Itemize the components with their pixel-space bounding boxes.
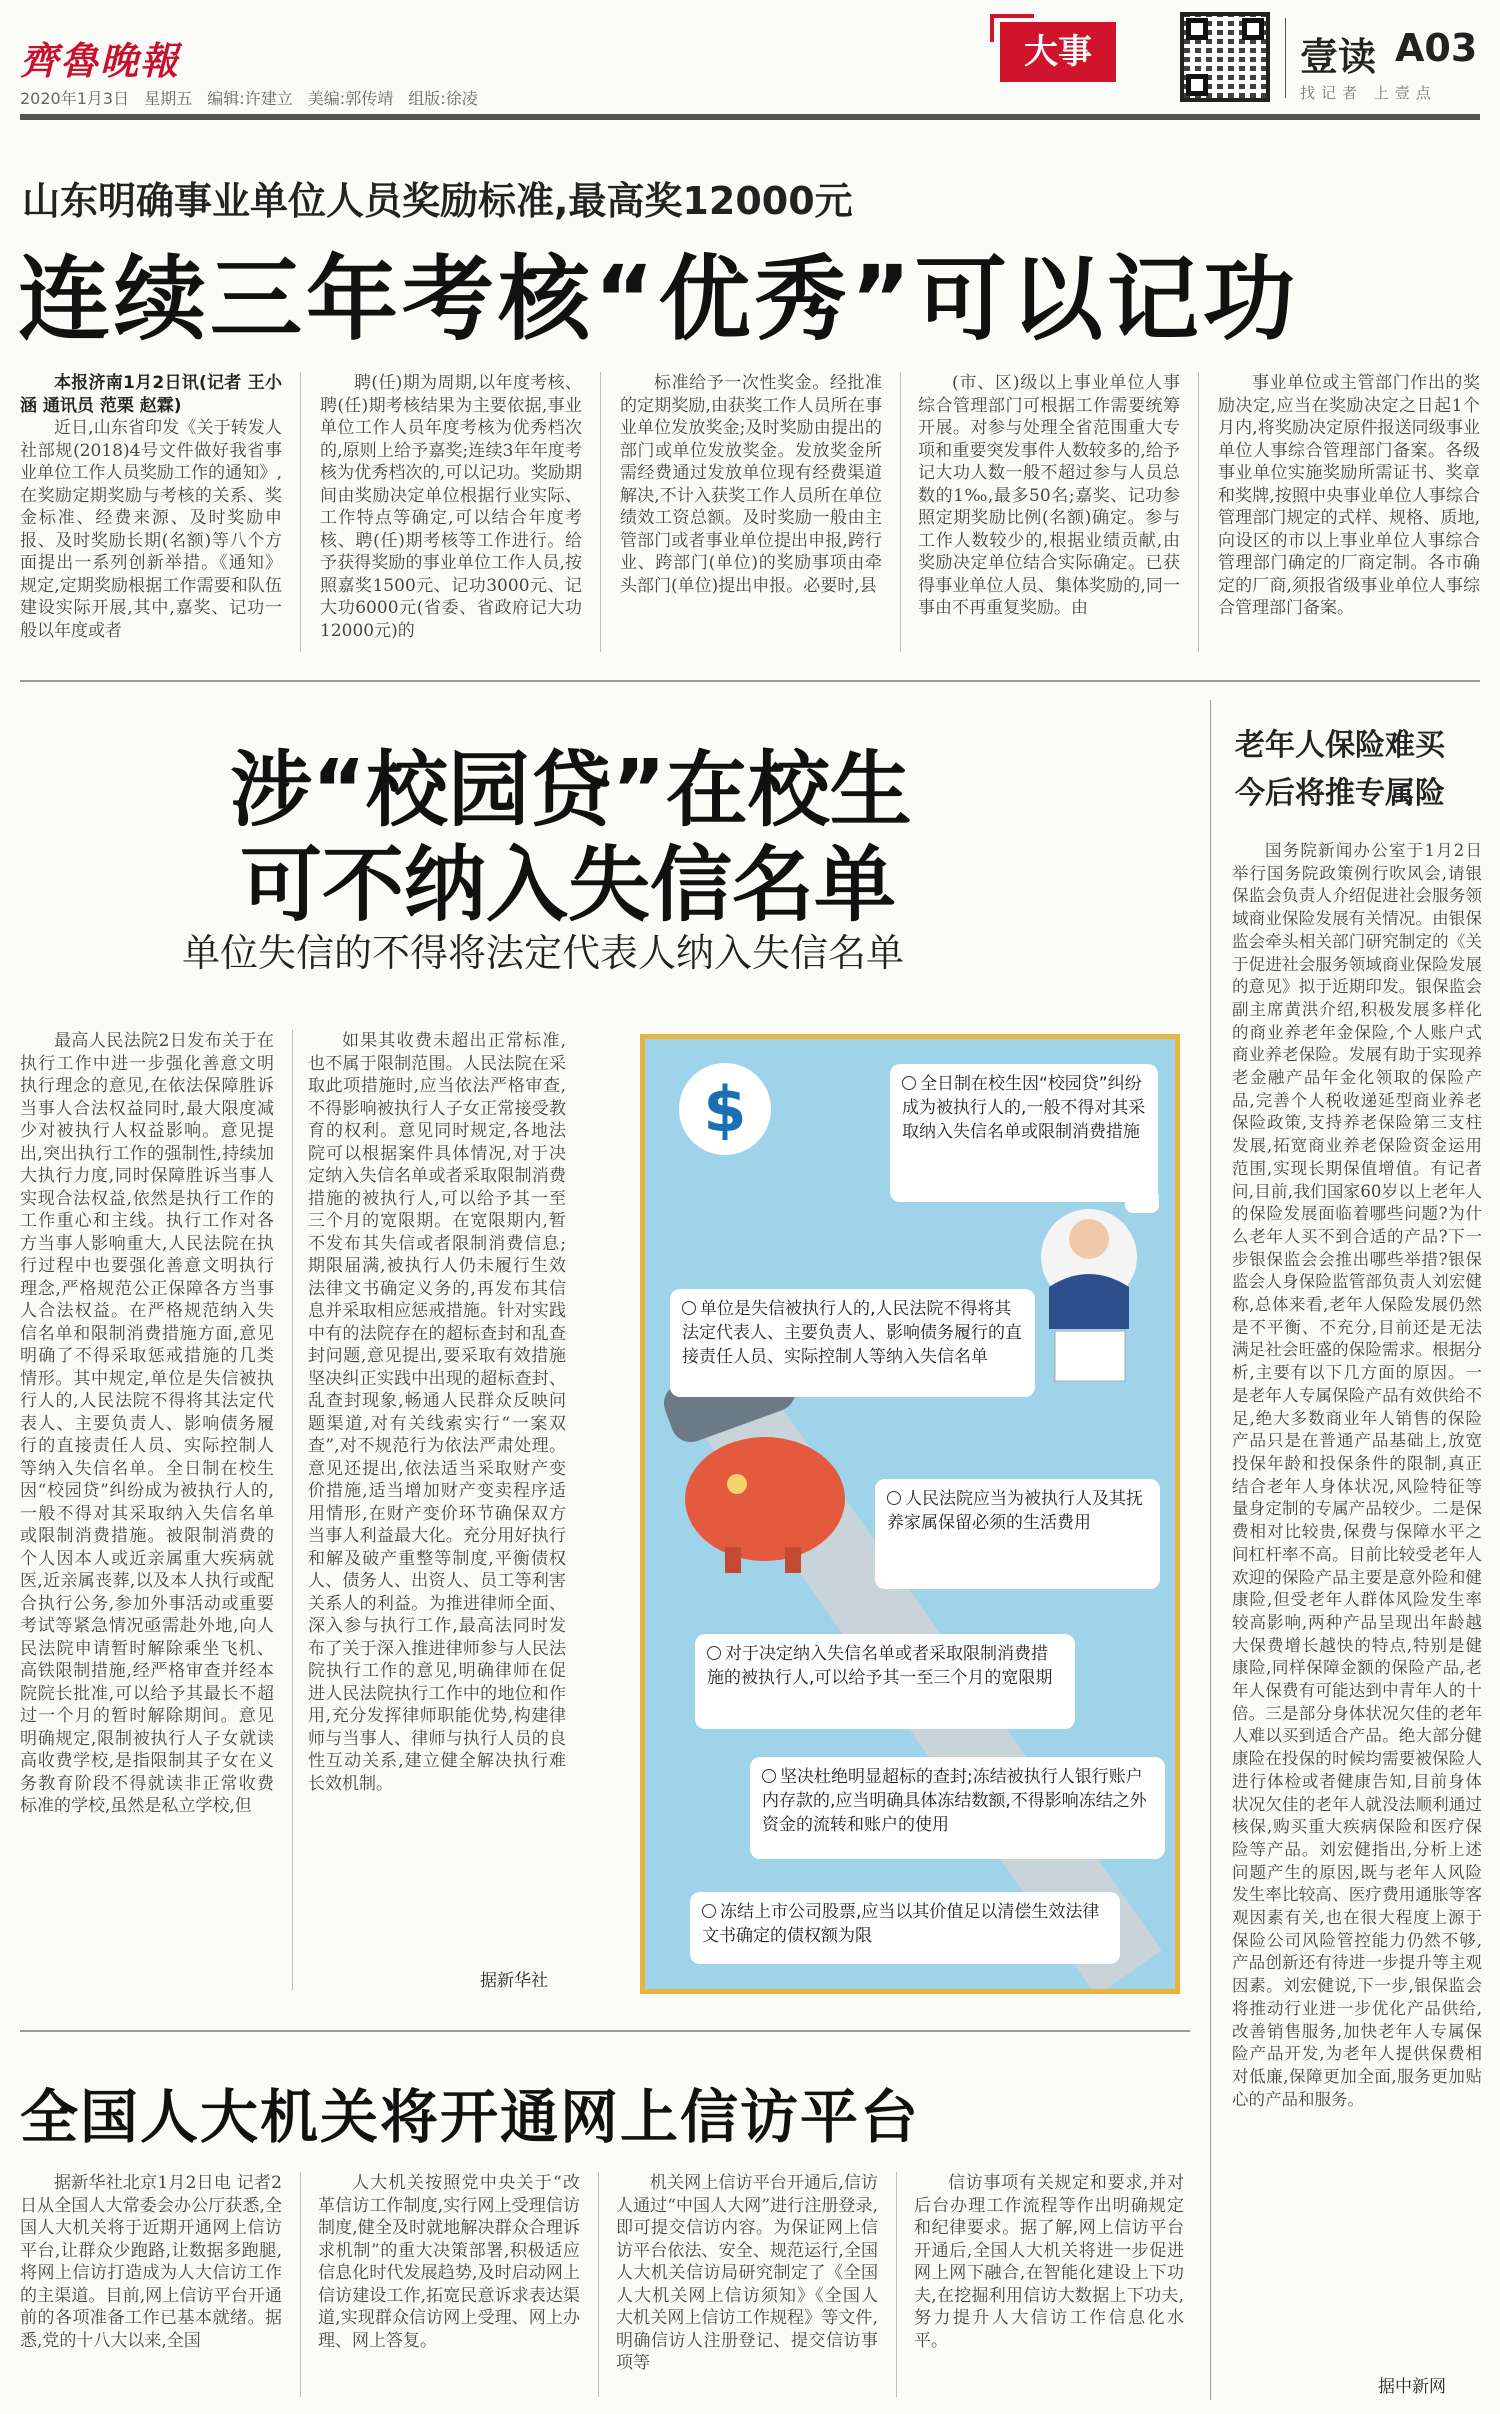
issue-date: 2020年1月3日 [20, 89, 130, 108]
bullet-icon [902, 1076, 916, 1090]
article1-text: 标准给予一次性奖金。经批准的定期奖励,由获奖工作人员所在事业单位发放奖金;及时奖励由提出的部门或单位发放奖金。发放奖金所需经费通过发放单位现有经费渠道解决,不计入获奖工作人员所在单位绩效工资总额。及时奖励一般由主管部门或者事业单位提出申报,跨行业、跨部门(单位)的奖励事项由牵头部门(单位)提出申报。必要时,县 [620, 373, 882, 596]
article3-source: 据中新网 [1378, 2377, 1446, 2397]
article1-byline: 本报济南1月2日讯(记者 王小涵 通讯员 范栗 赵霖) [20, 373, 282, 416]
piggy-bank-icon [685, 1437, 845, 1561]
article4-headline: 全国人大机关将开通网上信访平台 [20, 2083, 921, 2151]
pig-leg [725, 1547, 741, 1573]
qr-eye-icon [1242, 18, 1264, 40]
infographic-item: 对于决定纳入失信名单或者采取限制消费措施的被执行人,可以给予其一至三个月的宽限期 [695, 1634, 1075, 1729]
column-divider [1198, 372, 1199, 652]
article1-text: 事业单位或主管部门作出的奖励决定,应当在奖励决定之日起1个月内,将奖励决定原件报送同级事业单位人事综合管理部门备案。各级事业单位实施奖励所需证书、奖章和奖牌,按照中央事业单位人事综合管理部门规定的式样、规格、质地,向设区的市以上事业单位人事综合管理部门确定的厂商定制。各市确定的厂商,须报省级事业单位人事综合管理部门备案。 [1218, 373, 1480, 618]
article1-subtitle: 山东明确事业单位人员奖励标准,最高奖12000元 [22, 179, 853, 223]
person-body-icon [1049, 1274, 1129, 1329]
column-divider [598, 2172, 599, 2397]
article3-headline-line2: 今后将推专属险 [1235, 776, 1445, 811]
qr-code-icon[interactable] [1180, 12, 1270, 102]
article1-column-3 [620, 372, 882, 652]
article4-column-2 [318, 2172, 580, 2397]
article2-column-2 [308, 1030, 566, 1955]
infographic [640, 1034, 1180, 1994]
article4-text: 信访事项有关规定和要求,并对后台办理工作流程等作出明确规定和纪律要求。据了解,网上信访平台开通后,全国人大机关将进一步促进网上网下融合,在智能化建设上下功夫,在挖掘利用信访大数据上下功夫,努力提升人大信访工作信息化水平。 [914, 2173, 1184, 2351]
article1-column-4 [918, 372, 1180, 652]
article2-subtitle: 单位失信的不得将法定代表人纳入失信名单 [182, 931, 905, 975]
column-divider [300, 2172, 301, 2397]
masthead-rule [20, 114, 1480, 120]
article1-headline: 连续三年考核“优秀”可以记功 [18, 246, 1299, 353]
article1-column-1 [20, 372, 282, 652]
section-rule [20, 680, 1480, 682]
dollar-icon: $ [703, 1073, 747, 1146]
article4-text: 据新华社北京1月2日电 记者2日从全国人大常委会办公厅获悉,全国人大机关将于近期开通网上信访平台,让群众少跑路,让数据多跑腿,将网上信访打造成为人大信访工作的主渠道。目前,网上信访平台开通前的各项准备工作已基本就绪。据悉,党的十八大以来,全国 [20, 2173, 282, 2351]
article2-text: 如果其收费未超出正常标准,也不属于限制范围。人民法院在采取此项措施时,应当依法严格审查,不得影响被执行人子女正常接受教育的权利。意见同时规定,各地法院可以根据案件具体情况,对于决定纳入失信名单或者采取限制消费措施的被执行人,可以给予其一至三个月的宽限期。在宽限期内,暂不发布其失信或者限制消费信息;期限届满,被执行人仍未履行生效法律文书确定义务的,再发布其信息并采取相应惩戒措施。针对实践中有的法院存在的超标查封和乱查封问题,意见提出,要采取有效措施坚决纠正实践中出现的超标查封、乱查封现象,畅通人民群众反映问题渠道,对有关线索实行“一案双查”,对不规范行为依法严肃处理。意见还提出,依法适当采取财产变价措施,适当增加财产变卖程序适用情形,在财产变价环节确保双方当事人利益最大化。充分用好执行和解及破产重整等制度,平衡债权人、债务人、出资人、员工等利害关系人的利益。为推进律师全面、深入参与执行工作,最高法同时发布了关于深入推进律师参与人民法院执行工作的意见,明确律师在促进人民法院执行工作中的地位和作用,充分发挥律师职能优势,构建律师与当事人、律师与执行人员的良性互动关系,建立健全解决执行难长效机制。 [308, 1031, 566, 1794]
bullet-icon [887, 1491, 901, 1505]
article2-headline-line1: 涉“校园贷”在校生 [230, 743, 912, 838]
page-number: A03 [1395, 26, 1478, 70]
article4-text: 人大机关按照党中央关于“改革信访工作制度,实行网上受理信访制度,健全及时就地解决群众合理诉求机制”的重大决策部署,积极适应信息化时代发展趋势,及时启动网上信访建设工作,拓宽民意诉求表达渠道,实现群众信访网上受理、网上办理、网上答复。 [318, 2173, 580, 2351]
page-label: 壹读 [1300, 35, 1377, 79]
article2-column-1 [20, 1030, 274, 1990]
qr-eye-icon [1186, 74, 1208, 96]
divider [1285, 18, 1286, 98]
article4-column-3 [616, 2172, 878, 2397]
article1-column-5 [1218, 372, 1480, 652]
article1-text: (市、区)级以上事业单位人事综合管理部门可根据工作需要统筹开展。对参与处理全省范围重大专项和重要突发事件人数较多的,给予记大功人数一般不超过参与人员总数的1‰,最多50名;嘉奖、记功参照定期奖励比例(名额)确定。参与工作人数较少的,根据业绩贡献,由奖励决定单位结合实际确定。已获得事业单位人员、集体奖励的,同一事由不再重复奖励。由 [918, 373, 1180, 618]
article1-text: 近日,山东省印发《关于转发人社部规(2018)4号文件做好我省事业单位工作人员奖励工作的通知》,在奖励定期奖励与考核的关系、奖金标准、经费来源、及时奖励申报、及时奖励长期(名额)等八个方面提出一系列创新举措。《通知》规定,定期奖励根据工作需要和队伍建设实际开展,其中,嘉奖、记功一般以年度或者 [20, 418, 282, 641]
infographic-item: 全日制在校生因“校园贷”纠纷成为被执行人的,一般不得对其采取纳入失信名单或限制消费措施 [890, 1064, 1158, 1202]
sidebar-divider [1210, 700, 1211, 2400]
article3-headline-line1: 老年人保险难买 [1235, 728, 1445, 763]
column-divider [900, 372, 901, 652]
issue-weekday: 星期五 [144, 89, 193, 108]
article2-headline-line2: 可不纳入失信名单 [240, 838, 897, 933]
bullet-icon [702, 1904, 716, 1918]
article2-text: 最高人民法院2日发布关于在执行工作中进一步强化善意文明执行理念的意见,在依法保障胜诉当事人合法权益同时,最大限度减少对被执行人权益影响。意见提出,突出执行工作的强制性,持续加大执行力度,同时保障胜诉当事人实现合法权益,依然是执行工作的工作重心和主线。执行工作对各方当事人影响重大,人民法院在执行过程中也要强化善意文明执行理念,严格规范公正保障各方当事人合法权益。在严格规范纳入失信名单和限制消费措施方面,意见明确了不得采取惩戒措施的几类情形。其中规定,单位是失信被执行人的,人民法院不得将其法定代表人、主要负责人、影响债务履行的直接责任人员、实际控制人等纳入失信名单。全日制在校生因“校园贷”纠纷成为被执行人的,一般不得对其采取纳入失信名单或限制消费措施。被限制消费的个人因本人或近亲属重大疾病就医,近亲属丧葬,以及本人执行或配合执行公务,参加外事活动或重要考试等紧急情况亟需赴外地,向人民法院申请暂时解除乘坐飞机、高铁限制措施,经严格审查并经本院院长批准,可以给予其最长不超过一个月的暂时解除期间。意见明确规定,限制被执行人子女就读高收费学校,是指限制其子女在义务教育阶段不得就读非正常收费标准的学校,虽然是私立学校,但 [20, 1031, 274, 1816]
designer-credit: 美编:郭传靖 [307, 89, 394, 108]
editor-credit: 编辑:许建立 [207, 89, 293, 108]
article2-source: 据新华社 [480, 1971, 548, 1991]
infographic-item: 坚决杜绝明显超标的查封;冻结被执行人银行账户内存款的,应当明确具体冻结数额,不得影响冻结之外资金的流转和账户的使用 [750, 1757, 1165, 1859]
layout-credit: 组版:徐凌 [408, 89, 478, 108]
masthead-info [20, 86, 478, 109]
column-divider [292, 1030, 293, 1990]
section-tag: 大事 [1000, 22, 1116, 82]
article3-text: 国务院新闻办公室于1月2日举行国务院政策例行吹风会,请银保监会负责人介绍促进社会服务领域商业保险发展有关情况。由银保监会牵头相关部门研究制定的《关于促进社会服务领域商业保险发展的意见》拟于近期印发。银保监会副主席黄洪介绍,积极发展多样化的商业养老年金保险,个人账户式商业养老保险。发展有助于实现养老金融产品年金化领取的保险产品,完善个人税收递延型商业养老保险政策,支持养老保险第三支柱发展,拓宽商业养老保险资金运用范围,实现长期保值增值。有记者问,目前,我们国家60岁以上老年人的保险发展面临着哪些问题?为什么老年人买不到合适的产品?下一步银保监会会推出哪些举措?银保监会人身保险监管部负责人刘宏健称,总体来看,老年人保险发展仍然是不平衡、不充分,目前还是无法满足社会旺盛的保险需求。根据分析,主要有以下几方面的原因。一是老年人专属保险产品有效供给不足,绝大多数商业年人销售的保险产品只是在普通产品基础上,放宽投保年龄和投保条件的限制,真正结合老年人身体状况,风险特征等量身定制的专属产品较少。二是保费相对比较贵,保费与保障水平之间杠杆率不高。目前比较受老年人欢迎的保险产品主要是意外险和健康险,但受老年人群体风险发生率较高影响,两种产品呈现出年龄越大保费增长越快的特点,特别是健康险,同样保障金额的保险产品,老年人保费有可能达到中青年人的十倍。三是部分身体状况欠佳的老年人难以买到适合产品。绝大部分健康险在投保的时候均需要被保险人进行体检或者健康告知,目前身体状况欠佳的老年人就没法顺利通过核保,购买重大疾病保险和医疗保险等产品。刘宏健指出,分析上述问题产生的原因,既与老年人风险发生率比较高、医疗费用通胀等客观因素有关,也在很大程度上源于保险公司风险管控能力仍然不够,产品创新还有待进一步提升等主观因素。刘宏健说,下一步,银保监会将推动行业进一步优化产品供给,改善销售服务,加快老年人专属保险产品开发,为老年人提供保费相对低廉,保障更加全面,服务更加贴心的产品和服务。 [1232, 841, 1482, 2109]
article4-column-1 [20, 2172, 282, 2397]
article4-text: 机关网上信访平台开通后,信访人通过“中国人大网”进行注册登录,即可提交信访内容。为保证网上信访平台依法、安全、规范运行,全国人大机关信访局研究制定了《全国人大机关网上信访须知》《全国人大机关网上信访工作规程》等文件,明确信访人注册登记、提交信访事项等 [616, 2173, 878, 2373]
article1-column-2 [320, 372, 582, 652]
bullet-icon [762, 1769, 776, 1783]
column-divider [896, 2172, 897, 2397]
bullet-icon [707, 1646, 721, 1660]
article1-text: 聘(任)期为周期,以年度考核、聘(任)期考核结果为主要依据,事业单位工作人员年度考核为优秀档次的,原则上给予嘉奖;连续3年年度考核为优秀档次的,可以记功。奖励期间由奖励决定单位根据行业实际、工作特点等确定,可以结合年度考核、聘(任)期考核等工作进行。给予获得奖励的事业单位工作人员,按照嘉奖1500元、记功3000元、记大功6000元(省委、省政府记大功12000元)的 [320, 373, 582, 641]
section-rule [20, 2030, 1190, 2032]
page-subtitle: 找记者 上壹点 [1300, 84, 1437, 102]
article3-body [1232, 840, 1482, 2370]
coin-icon [727, 1474, 747, 1494]
person-face-icon [1069, 1219, 1109, 1259]
bullet-icon [682, 1301, 696, 1315]
newspaper-logo: 齊魯晚報 [20, 38, 181, 83]
column-divider [300, 372, 301, 652]
infographic-item: 冻结上市公司股票,应当以其价值足以清偿生效法律文书确定的债权额为限 [690, 1892, 1120, 1964]
qr-eye-icon [1186, 18, 1208, 40]
document-icon [1055, 1331, 1125, 1381]
infographic-item: 人民法院应当为被执行人及其抚养家属保留必须的生活费用 [875, 1479, 1160, 1589]
infographic-item: 单位是失信被执行人的,人民法院不得将其法定代表人、主要负责人、影响债务履行的直接责任人员、实际控制人等纳入失信名单 [670, 1289, 1035, 1397]
pig-leg [785, 1547, 801, 1573]
article4-column-4 [914, 2172, 1184, 2397]
column-divider [600, 372, 601, 652]
